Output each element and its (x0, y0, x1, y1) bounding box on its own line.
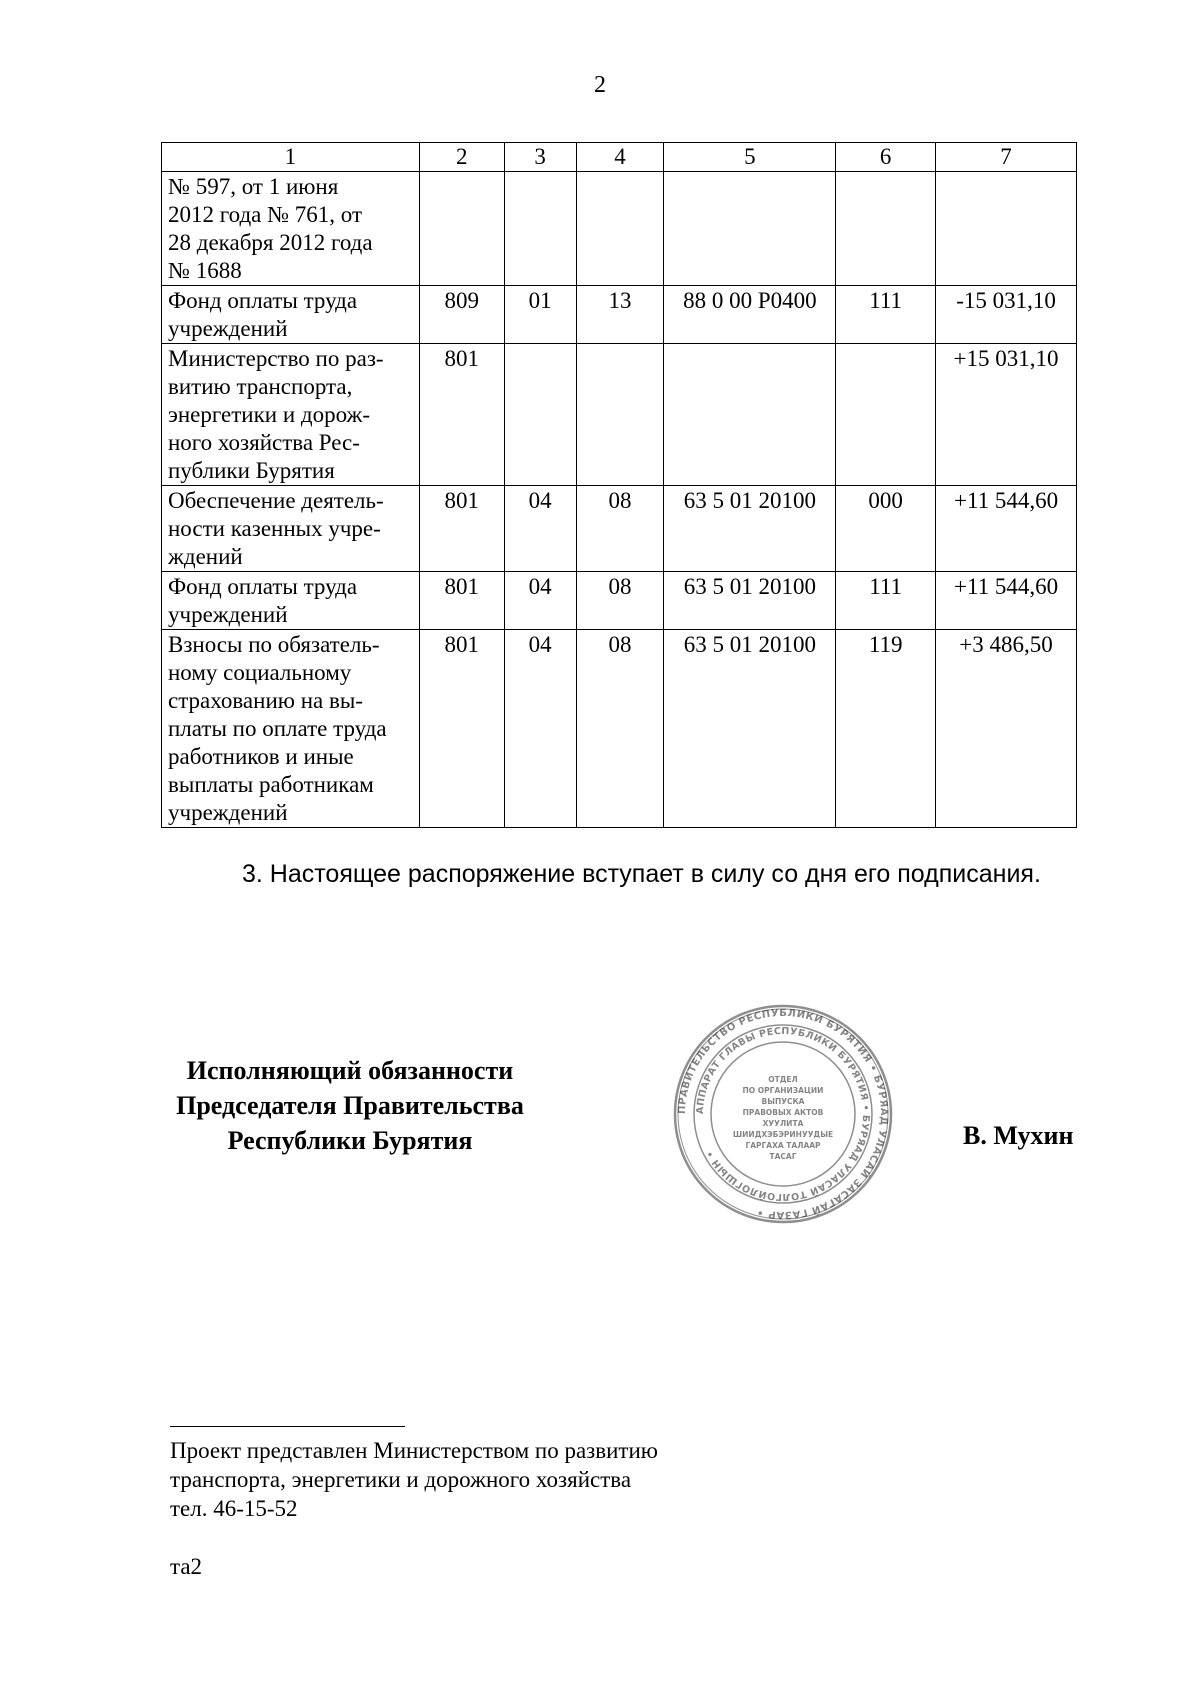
stamp-center-line: ОТДЕЛ (768, 1075, 798, 1084)
table-cell (836, 344, 936, 486)
table-cell: 111 (836, 286, 936, 344)
table-cell (576, 172, 664, 286)
table-row (162, 286, 1077, 344)
column-header: 3 (504, 143, 576, 172)
stamp-center-line: ТАСАГ (769, 1152, 797, 1161)
document-code: та2 (170, 1554, 203, 1579)
table-cell: -15 031,10 (936, 286, 1077, 344)
table-cell: 801 (419, 486, 504, 572)
table-cell (836, 172, 936, 286)
column-header: 5 (664, 143, 836, 172)
table-header-row (162, 143, 1077, 172)
table-cell (664, 344, 836, 486)
table-cell-name: Взносы по обязатель- ному социальному страхованию на вы- платы по оплате труда работников и иные выплаты работникам учреждений (162, 630, 420, 828)
table-cell (576, 344, 664, 486)
column-header: 1 (162, 143, 420, 172)
table-cell: 801 (419, 630, 504, 828)
table-cell: 119 (836, 630, 936, 828)
table-cell: +11 544,60 (936, 486, 1077, 572)
signatory-title-line: Республики Бурятия (227, 1126, 473, 1155)
table-cell: +3 486,50 (936, 630, 1077, 828)
table-cell (664, 172, 836, 286)
column-header: 6 (836, 143, 936, 172)
table-cell: 08 (576, 486, 664, 572)
table-row (162, 172, 1077, 286)
footnote-divider (170, 1426, 405, 1427)
signatory-title-line: Председателя Правительства (176, 1091, 524, 1120)
table-cell: 04 (504, 486, 576, 572)
table-cell: 801 (419, 572, 504, 630)
page-number: 2 (594, 72, 606, 98)
table-cell-name: Фонд оплаты труда учреждений (162, 572, 420, 630)
table-cell: 04 (504, 572, 576, 630)
signatory-title-line: Исполняющий обязанности (186, 1056, 514, 1085)
table-cell-name: Министерство по раз- витию транспорта, энергетики и дорож- ного хозяйства Рес- публики Бурятия (162, 344, 420, 486)
stamp-inner-ring-text: АППАРАТ ГЛАВЫ РЕСПУБЛИКИ БУРЯТИЯ • БУРЯАД УЛАСАЙ ТОЛГОЙЛОГШЫН • (694, 1025, 872, 1203)
table-cell-name: Фонд оплаты труда учреждений (162, 286, 420, 344)
signer-name: В. Мухин (963, 1121, 1074, 1150)
signatory-title (150, 1053, 550, 1158)
footnote (170, 1436, 870, 1523)
table-cell (504, 172, 576, 286)
table-cell: +15 031,10 (936, 344, 1077, 486)
table-cell-name: Обеспечение деятель- ности казенных учре- ждений (162, 486, 420, 572)
column-header: 7 (936, 143, 1077, 172)
table-cell: +11 544,60 (936, 572, 1077, 630)
column-header: 4 (576, 143, 664, 172)
table-cell: 111 (836, 572, 936, 630)
effective-date-clause: 3. Настоящее распоряжение вступает в силу со дня его подписания. (242, 860, 1041, 888)
table-row (162, 486, 1077, 572)
table-cell: 08 (576, 572, 664, 630)
table-cell (936, 172, 1077, 286)
table-cell: 01 (504, 286, 576, 344)
footnote-line: Проект представлен Министерством по развитию (170, 1438, 658, 1463)
table-cell: 88 0 00 Р0400 (664, 286, 836, 344)
table-row (162, 572, 1077, 630)
table-cell: 63 5 01 20100 (664, 630, 836, 828)
column-header: 2 (419, 143, 504, 172)
table-cell: 801 (419, 344, 504, 486)
stamp-center-line: ВЫПУСКА (761, 1097, 805, 1106)
table-cell: 08 (576, 630, 664, 828)
stamp-center-line: ХУУЛИТА (762, 1119, 804, 1128)
budget-table (161, 142, 1077, 828)
footnote-line: тел. 46-15-52 (170, 1496, 298, 1521)
stamp-center-line: ГАРГАХА ТАЛААР (745, 1141, 821, 1150)
table-cell: 809 (419, 286, 504, 344)
table-cell (419, 172, 504, 286)
table-cell (504, 344, 576, 486)
table-cell: 13 (576, 286, 664, 344)
table-cell: 63 5 01 20100 (664, 486, 836, 572)
table-cell: 63 5 01 20100 (664, 572, 836, 630)
footnote-line: транспорта, энергетики и дорожного хозяйства (170, 1467, 632, 1492)
stamp-center-line: ШИИДХЭБЭРИНУУДЫЕ (732, 1130, 834, 1139)
table-cell: 04 (504, 630, 576, 828)
table-cell: 000 (836, 486, 936, 572)
stamp-center-line: ПРАВОВЫХ АКТОВ (742, 1108, 824, 1117)
table-row (162, 630, 1077, 828)
official-stamp (668, 1002, 898, 1226)
stamp-outer-ring-text: ПРАВИТЕЛЬСТВО РЕСПУБЛИКИ БУРЯТИЯ • БУРЯАД УЛАСАЙ ЗАСАГАЙ ГАЗАР • (676, 1007, 890, 1221)
table-row (162, 344, 1077, 486)
stamp-center-line: ПО ОРГАНИЗАЦИИ (742, 1086, 824, 1095)
table-cell-name: № 597, от 1 июня 2012 года № 761, от 28 декабря 2012 года № 1688 (162, 172, 420, 286)
